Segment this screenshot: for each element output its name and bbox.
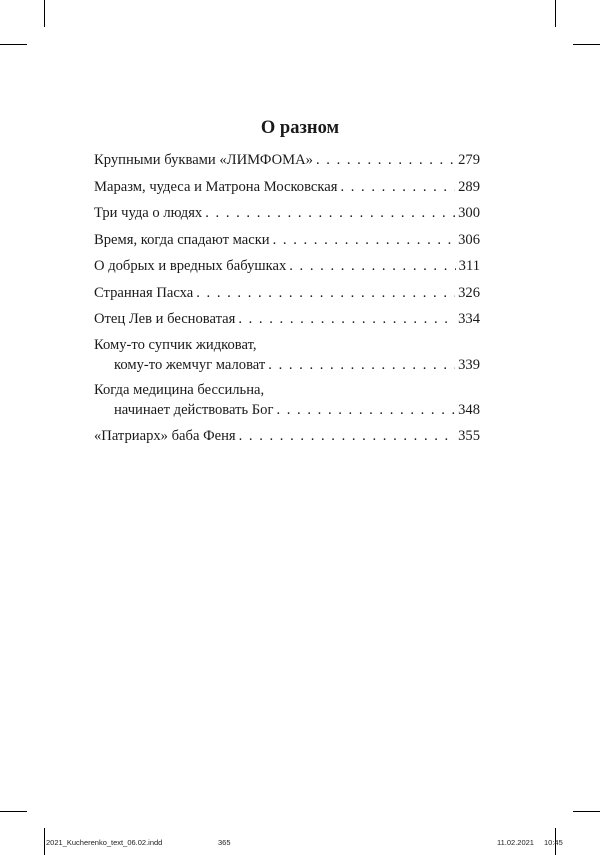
toc-entry-title: Маразм, чудеса и Матрона Московская <box>94 178 338 195</box>
toc-entry-title-line1: Когда медицина бессильна, <box>94 381 265 398</box>
toc-entry[interactable] <box>94 202 480 224</box>
toc-entry-multiline[interactable] <box>94 335 480 375</box>
leader-dots <box>239 425 456 447</box>
toc-entry-title: О добрых и вредных бабушках <box>94 258 287 274</box>
toc-entry-multiline[interactable] <box>94 380 480 420</box>
toc-entry-page: 311 <box>458 258 480 274</box>
toc-entry-title: Три чуда о людях <box>94 205 203 221</box>
toc-entry-title-line2: кому-то жемчуг маловат <box>114 356 266 373</box>
leader-dots <box>276 400 455 420</box>
crop-mark-top-right-v <box>555 0 556 27</box>
slug-time: 10:45 <box>544 838 563 847</box>
toc-entry-page: 289 <box>458 178 480 195</box>
leader-dots <box>289 255 455 277</box>
toc-entry[interactable] <box>94 149 480 171</box>
leader-dots <box>268 355 455 375</box>
toc-entry-page: 334 <box>458 311 480 327</box>
toc-entry-page: 300 <box>458 205 480 221</box>
leader-dots <box>340 176 455 198</box>
toc-entry[interactable] <box>94 229 480 251</box>
crop-mark-top-left-v <box>44 0 45 27</box>
toc-entry-title-line2: начинает действовать Бог <box>114 401 274 418</box>
toc-entry-page: 355 <box>458 427 480 444</box>
toc-entry[interactable] <box>94 425 480 447</box>
toc-entry[interactable] <box>94 308 480 330</box>
toc-entry-title: Странная Пасха <box>94 284 194 301</box>
slug-page-number: 365 <box>218 838 231 847</box>
leader-dots <box>196 282 455 304</box>
toc-entry-page: 326 <box>458 284 480 301</box>
toc-entry[interactable] <box>94 282 480 304</box>
print-slug <box>0 838 600 852</box>
slug-date: 11.02.2021 <box>497 838 534 847</box>
toc-entry-page: 279 <box>458 152 480 168</box>
toc-entry-title: «Патриарх» баба Феня <box>94 427 236 444</box>
toc-entry-page: 348 <box>458 401 480 418</box>
crop-mark-bottom-left-h <box>0 811 27 812</box>
slug-filename: 2021_Kucherenko_text_06.02.indd <box>46 838 163 847</box>
table-of-contents <box>94 149 480 447</box>
toc-entry[interactable] <box>94 255 480 277</box>
leader-dots <box>273 229 456 251</box>
toc-entry-title: Время, когда спадают маски <box>94 231 270 248</box>
crop-mark-bottom-right-h <box>573 811 600 812</box>
toc-entry-title: Крупными буквами «ЛИМФОМА» <box>94 152 313 168</box>
leader-dots <box>316 149 455 171</box>
crop-mark-top-right-h <box>573 44 600 45</box>
toc-entry-page: 306 <box>458 231 480 248</box>
toc-entry-page: 339 <box>458 356 480 373</box>
toc-entry[interactable] <box>94 176 480 198</box>
section-title: О разном <box>260 118 340 138</box>
crop-mark-top-left-h <box>0 44 27 45</box>
toc-entry-title-line1: Кому-то супчик жидковат, <box>94 336 257 353</box>
leader-dots <box>238 308 455 330</box>
leader-dots <box>205 202 455 224</box>
toc-entry-title: Отец Лев и бесноватая <box>94 311 236 327</box>
